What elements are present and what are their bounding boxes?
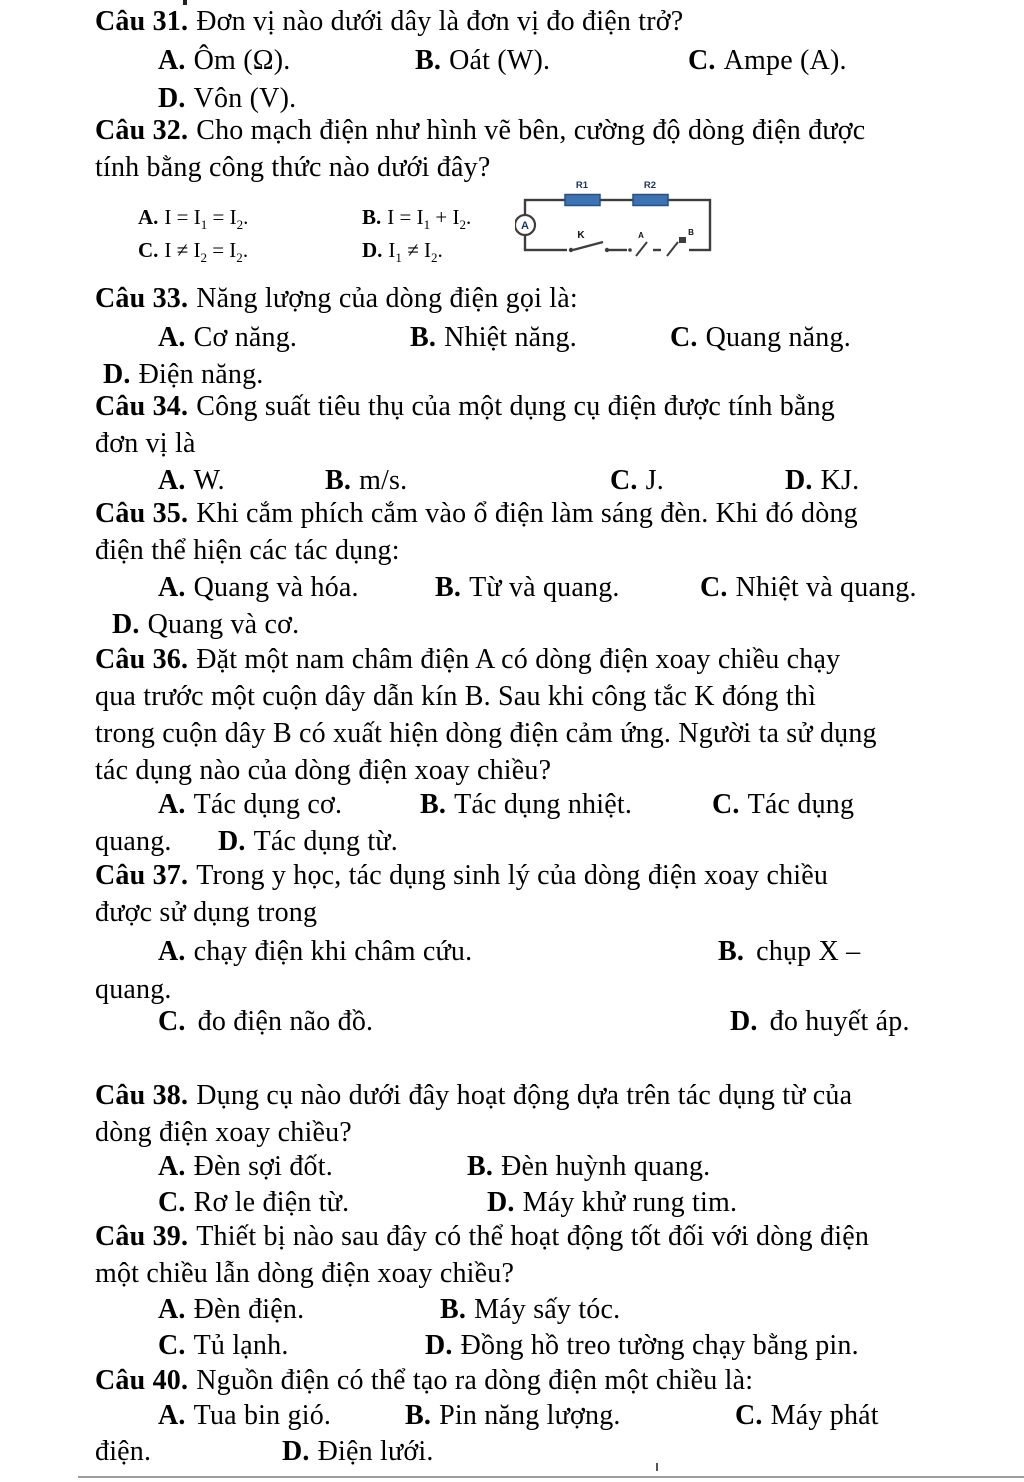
circuit-diagram bbox=[515, 172, 720, 264]
question-number: Câu 40. bbox=[95, 1365, 189, 1396]
question-text: Năng lượng của dòng điện gọi là: bbox=[196, 283, 578, 314]
option-letter: A. bbox=[158, 45, 186, 76]
option-31-d bbox=[158, 85, 296, 113]
option-letter: B. bbox=[405, 1400, 432, 1431]
question-36-line4 bbox=[95, 757, 551, 785]
question-33-title bbox=[95, 285, 578, 313]
option-37-a bbox=[158, 938, 472, 966]
question-text: dòng điện xoay chiều? bbox=[95, 1117, 352, 1148]
question-34-title bbox=[95, 393, 835, 421]
option-letter: B. bbox=[410, 322, 437, 353]
option-40-c bbox=[735, 1402, 879, 1430]
formula-part: I = I bbox=[387, 205, 424, 229]
switch-contact bbox=[569, 248, 573, 252]
option-36-c-wrap bbox=[95, 828, 172, 856]
question-text: tính bằng công thức nào dưới đây? bbox=[95, 152, 491, 183]
option-35-a bbox=[158, 574, 359, 602]
option-text: quang. bbox=[95, 974, 172, 1005]
option-letter: A. bbox=[158, 465, 186, 496]
option-letter: C. bbox=[158, 1006, 186, 1037]
question-number: Câu 33. bbox=[95, 283, 189, 314]
question-35-title bbox=[95, 500, 858, 528]
option-letter: C. bbox=[138, 238, 159, 262]
option-31-b bbox=[415, 47, 550, 75]
option-37-d bbox=[730, 1008, 910, 1036]
formula-sub: 2 bbox=[459, 217, 466, 233]
option-letter: B. bbox=[440, 1294, 467, 1325]
option-text: chạy điện khi châm cứu. bbox=[193, 936, 473, 967]
option-text: Ôm (Ω). bbox=[193, 45, 291, 76]
option-letter: D. bbox=[282, 1436, 310, 1467]
option-38-b bbox=[467, 1153, 710, 1181]
option-text: Tác dụng cơ. bbox=[193, 789, 343, 820]
option-37-b-wrap bbox=[95, 976, 172, 1004]
formula-part: ≠ I bbox=[401, 238, 431, 262]
option-letter: B. bbox=[415, 45, 442, 76]
formula-part: . bbox=[437, 238, 443, 262]
option-text: Tác dụng từ. bbox=[253, 826, 398, 857]
option-letter: D. bbox=[218, 826, 246, 857]
question-text: Cho mạch điện như hình vẽ bên, cường độ dòng điện được bbox=[196, 115, 866, 146]
option-text: điện. bbox=[95, 1436, 152, 1467]
resistor-r2-label: R2 bbox=[643, 180, 657, 191]
question-number: Câu 31. bbox=[95, 6, 189, 37]
option-letter: D. bbox=[487, 1187, 515, 1218]
option-letter: A. bbox=[158, 936, 186, 967]
option-text: Oát (W). bbox=[449, 45, 551, 76]
formula-sub: 2 bbox=[236, 217, 244, 233]
question-39-line2 bbox=[95, 1260, 514, 1288]
formula-part: I bbox=[388, 238, 396, 262]
question-35-line2 bbox=[95, 537, 400, 565]
option-letter: A. bbox=[158, 322, 186, 353]
option-letter: A. bbox=[158, 1294, 186, 1325]
question-text: Dụng cụ nào dưới đây hoạt động dựa trên tác dụng từ của bbox=[196, 1080, 853, 1111]
question-text: Trong y học, tác dụng sinh lý của dòng điện xoay chiều bbox=[196, 860, 829, 891]
formula-sub: 1 bbox=[395, 250, 402, 266]
question-number: Câu 38. bbox=[95, 1080, 189, 1111]
formula-part: + I bbox=[430, 205, 460, 229]
formula-part: . bbox=[242, 238, 249, 262]
option-text: Điện lưới. bbox=[317, 1436, 434, 1467]
switch-contact bbox=[605, 248, 609, 252]
option-36-a bbox=[158, 791, 342, 819]
option-35-c bbox=[700, 574, 917, 602]
option-letter: C. bbox=[712, 789, 740, 820]
option-text: Máy phát bbox=[770, 1400, 879, 1431]
option-text: Quang năng. bbox=[705, 322, 851, 353]
option-text: Đèn điện. bbox=[193, 1294, 305, 1325]
question-text: Khi cắm phích cắm vào ổ điện làm sáng đèn. Khi đó dòng bbox=[196, 498, 858, 529]
option-letter: A. bbox=[158, 1400, 186, 1431]
question-39-title bbox=[95, 1223, 869, 1251]
question-text: đơn vị là bbox=[95, 428, 196, 459]
terminal-a-label: A bbox=[638, 231, 644, 240]
option-38-c bbox=[158, 1189, 349, 1217]
question-text: được sử dụng trong bbox=[95, 897, 318, 928]
option-40-a bbox=[158, 1402, 331, 1430]
option-letter: A. bbox=[158, 572, 186, 603]
option-text: Quang và cơ. bbox=[147, 609, 300, 640]
question-31-title bbox=[95, 8, 683, 36]
ammeter-label: A bbox=[521, 220, 529, 232]
option-text: KJ. bbox=[820, 465, 860, 496]
option-32-b bbox=[362, 205, 472, 233]
option-40-c-wrap bbox=[95, 1438, 151, 1466]
option-33-a bbox=[158, 324, 297, 352]
formula-sub: 2 bbox=[200, 250, 207, 266]
question-text: tác dụng nào của dòng điện xoay chiều? bbox=[95, 755, 552, 786]
formula-part: . bbox=[243, 205, 249, 229]
option-letter: B. bbox=[467, 1151, 494, 1182]
option-35-b bbox=[435, 574, 620, 602]
terminal-b-block bbox=[679, 237, 686, 243]
option-text: Máy khử rung tim. bbox=[522, 1187, 738, 1218]
option-letter: D. bbox=[362, 238, 383, 262]
option-37-b bbox=[718, 938, 860, 966]
scan-speck bbox=[183, 0, 187, 5]
terminal-dot bbox=[628, 248, 632, 252]
question-text: trong cuộn dây B có xuất hiện dòng điện cảm ứng. Người ta sử dụng bbox=[95, 718, 877, 749]
question-34-line2 bbox=[95, 430, 196, 458]
terminal-b-label: B bbox=[688, 228, 694, 237]
question-number: Câu 34. bbox=[95, 391, 189, 422]
option-letter: A. bbox=[158, 789, 186, 820]
formula-part: = I bbox=[207, 205, 237, 229]
formula-sub: 2 bbox=[430, 250, 438, 266]
option-text: Pin năng lượng. bbox=[439, 1400, 621, 1431]
option-text: đo điện não đồ. bbox=[197, 1006, 374, 1037]
option-letter: A. bbox=[138, 205, 159, 229]
option-36-b bbox=[420, 791, 632, 819]
option-39-d bbox=[425, 1332, 859, 1360]
option-text: Cơ năng. bbox=[193, 322, 298, 353]
option-text: J. bbox=[645, 465, 664, 496]
formula-sub: 1 bbox=[200, 217, 208, 233]
question-number: Câu 37. bbox=[95, 860, 189, 891]
option-letter: C. bbox=[670, 322, 698, 353]
option-letter: C. bbox=[158, 1187, 186, 1218]
question-text: Nguồn điện có thể tạo ra dòng điện một chiều là: bbox=[196, 1365, 754, 1396]
scan-speck bbox=[656, 1463, 658, 1471]
question-40-title bbox=[95, 1367, 753, 1395]
option-letter: C. bbox=[700, 572, 728, 603]
option-40-b bbox=[405, 1402, 621, 1430]
question-32-line2 bbox=[95, 154, 490, 182]
option-letter: B. bbox=[718, 936, 745, 967]
question-text: Thiết bị nào sau đây có thể hoạt động tốt đối với dòng điện bbox=[196, 1221, 870, 1252]
option-text: Từ và quang. bbox=[469, 572, 620, 603]
option-text: W. bbox=[193, 465, 225, 496]
option-text: Tác dụng nhiệt. bbox=[454, 789, 633, 820]
resistor-r1 bbox=[565, 195, 600, 206]
option-39-a bbox=[158, 1296, 304, 1324]
question-36-title bbox=[95, 646, 840, 674]
option-text: Tủ lạnh. bbox=[193, 1330, 289, 1361]
option-text: đo huyết áp. bbox=[769, 1006, 910, 1037]
option-text: Ampe (A). bbox=[723, 45, 847, 76]
option-letter: B. bbox=[362, 205, 382, 229]
option-38-a bbox=[158, 1153, 333, 1181]
formula-part: I ≠ I bbox=[164, 238, 201, 262]
option-text: Tác dụng bbox=[747, 789, 855, 820]
option-letter: B. bbox=[420, 789, 447, 820]
option-34-c bbox=[610, 467, 664, 495]
option-37-c bbox=[158, 1008, 373, 1036]
option-33-b bbox=[410, 324, 577, 352]
option-text: chụp X – bbox=[756, 936, 861, 967]
option-34-b bbox=[325, 467, 407, 495]
option-letter: C. bbox=[735, 1400, 763, 1431]
option-letter: C. bbox=[610, 465, 638, 496]
resistor-r1-label: R1 bbox=[575, 180, 589, 191]
option-letter: D. bbox=[730, 1006, 758, 1037]
option-31-c bbox=[688, 47, 847, 75]
option-letter: D. bbox=[158, 83, 186, 114]
option-text: Quang và hóa. bbox=[193, 572, 359, 603]
option-letter: C. bbox=[688, 45, 716, 76]
option-31-a bbox=[158, 47, 290, 75]
option-33-c bbox=[670, 324, 851, 352]
option-34-d bbox=[785, 467, 859, 495]
option-text: Điện năng. bbox=[138, 359, 264, 390]
option-text: Nhiệt năng. bbox=[444, 322, 577, 353]
option-text: Đèn huỳnh quang. bbox=[501, 1151, 711, 1182]
question-38-line2 bbox=[95, 1119, 352, 1147]
option-34-a bbox=[158, 467, 225, 495]
question-number: Câu 32. bbox=[95, 115, 189, 146]
option-39-b bbox=[440, 1296, 620, 1324]
option-33-d bbox=[103, 361, 263, 389]
option-letter: D. bbox=[425, 1330, 453, 1361]
question-text: Đơn vị nào dưới dây là đơn vị đo điện trở? bbox=[196, 6, 684, 37]
option-text: quang. bbox=[95, 826, 172, 857]
option-letter: A. bbox=[158, 1151, 186, 1182]
formula-sub: 2 bbox=[236, 250, 243, 266]
option-text: Vôn (V). bbox=[193, 83, 297, 114]
question-text: Đặt một nam châm điện A có dòng điện xoay chiều chạy bbox=[196, 644, 841, 675]
question-number: Câu 35. bbox=[95, 498, 189, 529]
question-text: một chiều lẫn dòng điện xoay chiều? bbox=[95, 1258, 515, 1289]
question-text: qua trước một cuộn dây dẫn kín B. Sau khi công tắc K đóng thì bbox=[95, 681, 817, 712]
question-37-title bbox=[95, 862, 828, 890]
question-number: Câu 39. bbox=[95, 1221, 189, 1252]
option-40-d bbox=[282, 1438, 434, 1466]
option-text: Rơ le điện từ. bbox=[193, 1187, 350, 1218]
question-37-line2 bbox=[95, 899, 317, 927]
option-32-d bbox=[362, 238, 443, 266]
formula-part: = I bbox=[206, 238, 237, 262]
bottom-divider bbox=[78, 1476, 1024, 1478]
option-36-d bbox=[218, 828, 398, 856]
option-text: Đèn sợi đốt. bbox=[193, 1151, 333, 1182]
question-text: điện thể hiện các tác dụng: bbox=[95, 535, 400, 566]
question-32-title bbox=[95, 117, 865, 145]
option-text: Máy sấy tóc. bbox=[474, 1294, 621, 1325]
option-letter: D. bbox=[785, 465, 813, 496]
formula-part: . bbox=[465, 205, 472, 229]
question-text: Công suất tiêu thụ của một dụng cụ điện được tính bằng bbox=[196, 391, 835, 422]
option-letter: B. bbox=[435, 572, 462, 603]
option-35-d bbox=[112, 611, 299, 639]
switch-label: K bbox=[577, 230, 585, 241]
option-letter: D. bbox=[103, 359, 131, 390]
option-text: Nhiệt và quang. bbox=[735, 572, 917, 603]
option-text: Đồng hồ treo tường chạy bằng pin. bbox=[460, 1330, 859, 1361]
question-number: Câu 36. bbox=[95, 644, 189, 675]
option-39-c bbox=[158, 1332, 289, 1360]
option-32-c bbox=[138, 238, 249, 266]
option-letter: D. bbox=[112, 609, 140, 640]
option-36-c bbox=[712, 791, 854, 819]
option-text: Tua bin gió. bbox=[193, 1400, 332, 1431]
option-32-a bbox=[138, 205, 249, 233]
question-36-line3 bbox=[95, 720, 877, 748]
question-38-title bbox=[95, 1082, 852, 1110]
formula-sub: 1 bbox=[423, 217, 431, 233]
question-36-line2 bbox=[95, 683, 816, 711]
formula-part: I = I bbox=[164, 205, 201, 229]
option-letter: B. bbox=[325, 465, 352, 496]
option-38-d bbox=[487, 1189, 737, 1217]
option-letter: C. bbox=[158, 1330, 186, 1361]
resistor-r2 bbox=[633, 195, 668, 206]
option-text: m/s. bbox=[359, 465, 408, 496]
